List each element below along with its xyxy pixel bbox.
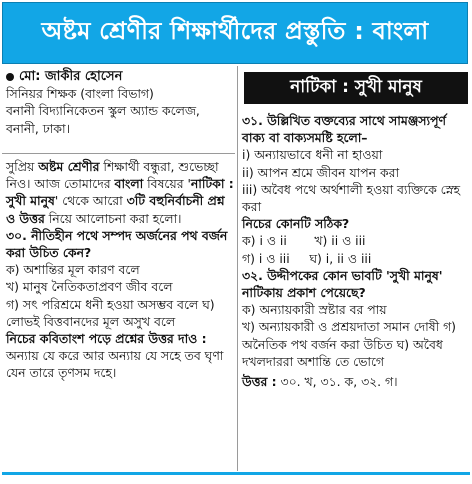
q31-item: ii) আপন শ্রমে জীবন যাপন করা xyxy=(242,164,400,180)
left-column xyxy=(6,158,234,382)
header-banner xyxy=(2,2,468,64)
question-30: ৩০. নীতিহীন পথে সম্পদ অর্জনের পথ বর্জন করা উচিত কেন? xyxy=(6,227,228,261)
question-32: ৩২. উদ্দীপকের কোন ভাবটি 'সুখী মানুষ' নাটিকায় প্রকাশ পেয়েছে? xyxy=(242,267,443,301)
answer-text: ৩০. খ, ৩১. ক, ৩২. গ। xyxy=(276,374,398,390)
bottom-rule xyxy=(2,472,470,475)
bullet-icon xyxy=(6,73,14,81)
author-name: মো: জাকীর হোসেন xyxy=(19,69,123,84)
page-title: অষ্টম শ্রেণীর শিক্ষার্থীদের প্রস্তুতি : বাংলা xyxy=(41,17,429,45)
q30-option: গ) সৎ পরিশ্রমে ধনী হওয়া অসম্ভব বলে ঘ) লোভই বিত্তবানদের মূল অসুখ বলে xyxy=(6,296,215,329)
q31-which: নিচের কোনটি সঠিক? xyxy=(242,216,350,232)
q30-option: খ) মানুষ নৈতিকতাপ্রবণ জীব বলে xyxy=(6,279,173,295)
author-role: সিনিয়র শিক্ষক (বাংলা বিভাগ) xyxy=(6,86,154,102)
q31-item: i) অন্যায়ভাবে ধনী না হাওয়া xyxy=(242,147,383,163)
author-school: বনানী বিদ্যানিকেতন স্কুল অ্যান্ড কলেজ, বনানী, ঢাকা। xyxy=(6,103,200,136)
answer-line xyxy=(242,373,468,390)
section-tag-label: নাটিকা : সুখী মানুষ xyxy=(290,77,422,97)
section-tag xyxy=(244,72,468,104)
column-divider xyxy=(237,66,238,471)
q30-option: ক) অশান্তির মূল কারণ বলে xyxy=(6,262,140,278)
author-block xyxy=(6,68,234,137)
poem-text: অন্যায় যে করে আর অন্যায় যে সহে তব ঘৃণা যেন তারে তৃণসম দহে। xyxy=(6,348,224,381)
intro-paragraph: সুপ্রিয় অষ্টম শ্রেণীর শিক্ষার্থী বন্ধুরা, শুভেচ্ছা নিও। আজ তোমাদের বাংলা বিষয়ের 'নাটিকা : সুখী মানুষ' থেকে আরো ৩টি বহুনির্বাচনী প্রশ্ন ও উত্তর নিয়ে আলোচনা করা হলো। xyxy=(6,159,234,226)
q31-item: iii) অবৈধ পথে অর্থশালী হওয়া ব্যক্তিকে স্নেহ করা xyxy=(242,181,461,215)
question-31: ৩১. উল্লিখিত বক্তব্যের সাথে সামঞ্জস্যপূর্ণ বাক্য বা বাক্যসমষ্টি হলো– xyxy=(242,113,446,146)
q31-options-row: ক) i ও ii খ) ii ও iii xyxy=(242,233,366,249)
author-divider xyxy=(2,153,235,154)
q31-options-row: গ) i ও iii ঘ) i, ii ও iii xyxy=(242,250,372,266)
q32-option: ক) অন্যায়কারী স্রষ্টার বর পায় xyxy=(242,302,387,318)
right-column xyxy=(242,112,468,390)
q32-option: খ) অন্যায়কারী ও প্রশ্রয়দাতা সমান দোষী গ) অনৈতিক পথ বর্জন করা উচিত ঘ) অবৈধ দখলদাররা অশান্তি তে ভোগে xyxy=(242,319,457,369)
poem-prompt: নিচের কবিতাংশ পড়ে প্রশ্নের উত্তর দাও : xyxy=(6,331,207,347)
answer-label: উত্তর : xyxy=(242,374,277,390)
